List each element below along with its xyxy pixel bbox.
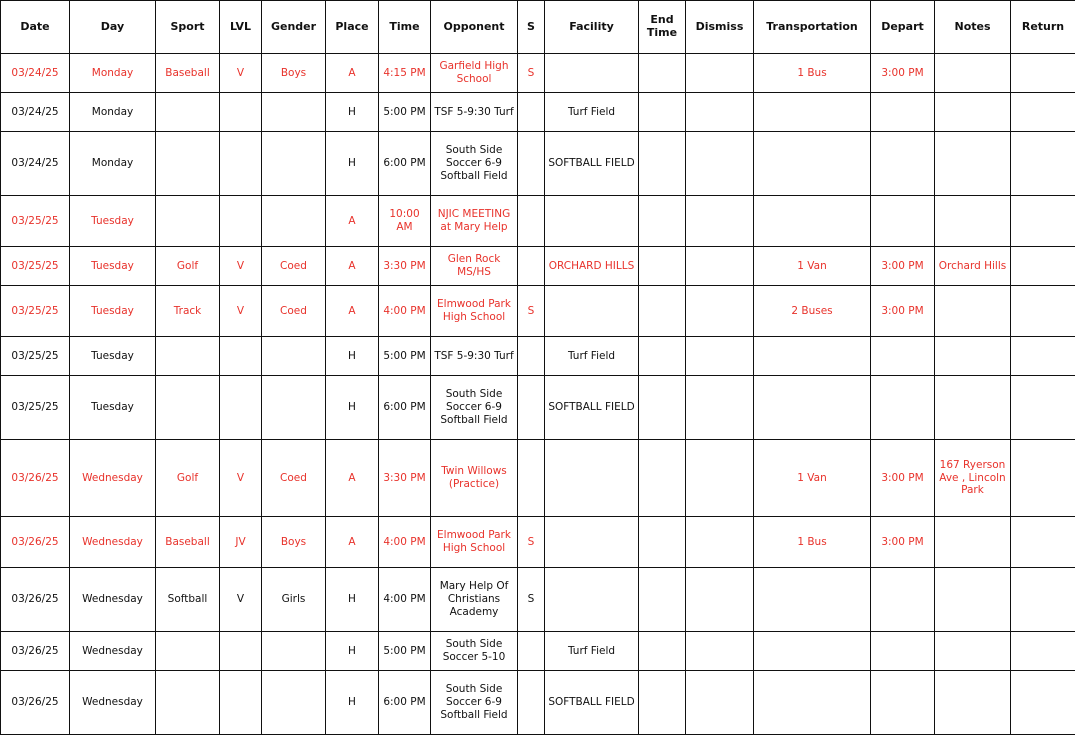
table-row bbox=[1, 286, 1075, 337]
col-opponent: Opponent bbox=[431, 1, 518, 54]
cell-time: 3:30 PM bbox=[379, 247, 431, 286]
cell-time: 4:00 PM bbox=[379, 568, 431, 632]
cell-return bbox=[1011, 632, 1075, 671]
cell-opponent: South Side Soccer 6-9 Softball Field bbox=[431, 132, 518, 196]
cell-transportation: 1 Bus bbox=[754, 54, 871, 93]
cell-s bbox=[518, 132, 545, 196]
table-row bbox=[1, 132, 1075, 196]
table-row bbox=[1, 337, 1075, 376]
cell-depart: 3:00 PM bbox=[871, 286, 935, 337]
cell-depart bbox=[871, 376, 935, 440]
col-time: Time bbox=[379, 1, 431, 54]
cell-dismiss bbox=[686, 337, 754, 376]
cell-place: A bbox=[326, 196, 379, 247]
cell-opponent: TSF 5-9:30 Turf bbox=[431, 337, 518, 376]
col-dismiss: Dismiss bbox=[686, 1, 754, 54]
cell-lvl bbox=[220, 93, 262, 132]
cell-notes bbox=[935, 54, 1011, 93]
cell-dismiss bbox=[686, 440, 754, 517]
cell-notes bbox=[935, 286, 1011, 337]
cell-opponent: South Side Soccer 6-9 Softball Field bbox=[431, 671, 518, 735]
cell-notes bbox=[935, 337, 1011, 376]
cell-time: 4:00 PM bbox=[379, 286, 431, 337]
cell-s bbox=[518, 671, 545, 735]
schedule-body bbox=[1, 54, 1075, 735]
cell-opponent: Twin Willows (Practice) bbox=[431, 440, 518, 517]
cell-transportation: 1 Van bbox=[754, 440, 871, 517]
cell-time: 10:00 AM bbox=[379, 196, 431, 247]
col-facility: Facility bbox=[545, 1, 639, 54]
cell-date: 03/25/25 bbox=[1, 376, 70, 440]
cell-day: Tuesday bbox=[70, 247, 156, 286]
cell-transportation: 1 Bus bbox=[754, 517, 871, 568]
cell-end-time bbox=[639, 132, 686, 196]
cell-end-time bbox=[639, 671, 686, 735]
cell-return bbox=[1011, 568, 1075, 632]
cell-return bbox=[1011, 247, 1075, 286]
cell-time: 6:00 PM bbox=[379, 132, 431, 196]
cell-day: Wednesday bbox=[70, 671, 156, 735]
cell-sport: Softball bbox=[156, 568, 220, 632]
col-transportation: Transportation bbox=[754, 1, 871, 54]
col-end-time: End Time bbox=[639, 1, 686, 54]
cell-opponent: South Side Soccer 6-9 Softball Field bbox=[431, 376, 518, 440]
cell-gender: Coed bbox=[262, 440, 326, 517]
cell-transportation bbox=[754, 132, 871, 196]
cell-place: A bbox=[326, 247, 379, 286]
cell-notes bbox=[935, 93, 1011, 132]
cell-time: 5:00 PM bbox=[379, 93, 431, 132]
cell-facility: Turf Field bbox=[545, 93, 639, 132]
cell-date: 03/25/25 bbox=[1, 196, 70, 247]
cell-day: Wednesday bbox=[70, 440, 156, 517]
cell-opponent: Garfield High School bbox=[431, 54, 518, 93]
cell-place: A bbox=[326, 54, 379, 93]
cell-s bbox=[518, 247, 545, 286]
cell-sport bbox=[156, 93, 220, 132]
cell-end-time bbox=[639, 568, 686, 632]
cell-gender: Boys bbox=[262, 54, 326, 93]
col-sport: Sport bbox=[156, 1, 220, 54]
cell-date: 03/26/25 bbox=[1, 440, 70, 517]
cell-sport bbox=[156, 196, 220, 247]
cell-facility: Turf Field bbox=[545, 632, 639, 671]
cell-place: H bbox=[326, 376, 379, 440]
cell-place: H bbox=[326, 568, 379, 632]
cell-gender bbox=[262, 93, 326, 132]
cell-notes bbox=[935, 632, 1011, 671]
cell-day: Tuesday bbox=[70, 376, 156, 440]
table-row bbox=[1, 247, 1075, 286]
cell-depart bbox=[871, 568, 935, 632]
cell-end-time bbox=[639, 517, 686, 568]
cell-depart bbox=[871, 196, 935, 247]
table-row bbox=[1, 196, 1075, 247]
col-return: Return bbox=[1011, 1, 1075, 54]
cell-gender bbox=[262, 337, 326, 376]
cell-opponent: TSF 5-9:30 Turf bbox=[431, 93, 518, 132]
cell-day: Tuesday bbox=[70, 196, 156, 247]
cell-sport bbox=[156, 337, 220, 376]
cell-date: 03/26/25 bbox=[1, 671, 70, 735]
cell-place: A bbox=[326, 517, 379, 568]
cell-day: Wednesday bbox=[70, 632, 156, 671]
cell-date: 03/26/25 bbox=[1, 517, 70, 568]
cell-transportation bbox=[754, 93, 871, 132]
cell-facility: SOFTBALL FIELD bbox=[545, 132, 639, 196]
col-day: Day bbox=[70, 1, 156, 54]
cell-gender bbox=[262, 132, 326, 196]
cell-sport bbox=[156, 376, 220, 440]
cell-depart bbox=[871, 337, 935, 376]
table-row bbox=[1, 376, 1075, 440]
cell-lvl: V bbox=[220, 568, 262, 632]
cell-transportation bbox=[754, 376, 871, 440]
cell-sport bbox=[156, 671, 220, 735]
cell-lvl: V bbox=[220, 54, 262, 93]
cell-transportation bbox=[754, 632, 871, 671]
cell-facility bbox=[545, 196, 639, 247]
cell-day: Wednesday bbox=[70, 568, 156, 632]
cell-facility: SOFTBALL FIELD bbox=[545, 376, 639, 440]
cell-lvl bbox=[220, 376, 262, 440]
cell-depart: 3:00 PM bbox=[871, 54, 935, 93]
col-lvl: LVL bbox=[220, 1, 262, 54]
cell-return bbox=[1011, 93, 1075, 132]
cell-opponent: Elmwood Park High School bbox=[431, 517, 518, 568]
cell-place: A bbox=[326, 286, 379, 337]
cell-depart: 3:00 PM bbox=[871, 517, 935, 568]
cell-end-time bbox=[639, 337, 686, 376]
cell-depart: 3:00 PM bbox=[871, 440, 935, 517]
cell-lvl bbox=[220, 337, 262, 376]
cell-dismiss bbox=[686, 517, 754, 568]
cell-return bbox=[1011, 337, 1075, 376]
cell-time: 5:00 PM bbox=[379, 337, 431, 376]
cell-dismiss bbox=[686, 376, 754, 440]
cell-end-time bbox=[639, 632, 686, 671]
cell-dismiss bbox=[686, 247, 754, 286]
cell-time: 4:00 PM bbox=[379, 517, 431, 568]
cell-sport bbox=[156, 632, 220, 671]
cell-return bbox=[1011, 376, 1075, 440]
cell-date: 03/24/25 bbox=[1, 132, 70, 196]
cell-sport: Golf bbox=[156, 440, 220, 517]
cell-transportation bbox=[754, 337, 871, 376]
cell-transportation: 1 Van bbox=[754, 247, 871, 286]
cell-dismiss bbox=[686, 632, 754, 671]
cell-day: Tuesday bbox=[70, 337, 156, 376]
col-s: S bbox=[518, 1, 545, 54]
cell-transportation bbox=[754, 196, 871, 247]
cell-time: 5:00 PM bbox=[379, 632, 431, 671]
cell-day: Wednesday bbox=[70, 517, 156, 568]
cell-sport bbox=[156, 132, 220, 196]
cell-facility bbox=[545, 568, 639, 632]
cell-gender bbox=[262, 196, 326, 247]
col-depart: Depart bbox=[871, 1, 935, 54]
cell-facility: ORCHARD HILLS bbox=[545, 247, 639, 286]
cell-dismiss bbox=[686, 54, 754, 93]
cell-facility bbox=[545, 286, 639, 337]
cell-lvl: V bbox=[220, 247, 262, 286]
cell-place: H bbox=[326, 337, 379, 376]
cell-depart bbox=[871, 632, 935, 671]
cell-sport: Baseball bbox=[156, 517, 220, 568]
cell-date: 03/24/25 bbox=[1, 93, 70, 132]
cell-dismiss bbox=[686, 286, 754, 337]
cell-return bbox=[1011, 286, 1075, 337]
cell-time: 3:30 PM bbox=[379, 440, 431, 517]
cell-depart: 3:00 PM bbox=[871, 247, 935, 286]
cell-place: H bbox=[326, 132, 379, 196]
cell-s bbox=[518, 337, 545, 376]
cell-gender bbox=[262, 632, 326, 671]
cell-date: 03/25/25 bbox=[1, 286, 70, 337]
cell-date: 03/25/25 bbox=[1, 337, 70, 376]
cell-end-time bbox=[639, 93, 686, 132]
col-date: Date bbox=[1, 1, 70, 54]
cell-place: H bbox=[326, 632, 379, 671]
cell-notes bbox=[935, 517, 1011, 568]
cell-depart bbox=[871, 93, 935, 132]
cell-lvl: V bbox=[220, 440, 262, 517]
cell-lvl bbox=[220, 671, 262, 735]
cell-opponent: South Side Soccer 5-10 bbox=[431, 632, 518, 671]
cell-return bbox=[1011, 671, 1075, 735]
cell-gender: Coed bbox=[262, 247, 326, 286]
cell-time: 6:00 PM bbox=[379, 671, 431, 735]
cell-facility: SOFTBALL FIELD bbox=[545, 671, 639, 735]
cell-transportation: 2 Buses bbox=[754, 286, 871, 337]
cell-opponent: NJIC MEETING at Mary Help bbox=[431, 196, 518, 247]
cell-s: S bbox=[518, 568, 545, 632]
col-notes: Notes bbox=[935, 1, 1011, 54]
table-row bbox=[1, 517, 1075, 568]
cell-end-time bbox=[639, 247, 686, 286]
cell-s: S bbox=[518, 54, 545, 93]
cell-gender bbox=[262, 376, 326, 440]
cell-dismiss bbox=[686, 196, 754, 247]
cell-lvl bbox=[220, 632, 262, 671]
cell-notes bbox=[935, 196, 1011, 247]
cell-return bbox=[1011, 196, 1075, 247]
cell-sport: Baseball bbox=[156, 54, 220, 93]
table-row bbox=[1, 632, 1075, 671]
cell-gender bbox=[262, 671, 326, 735]
cell-sport: Golf bbox=[156, 247, 220, 286]
cell-day: Tuesday bbox=[70, 286, 156, 337]
cell-end-time bbox=[639, 196, 686, 247]
cell-facility bbox=[545, 54, 639, 93]
cell-facility bbox=[545, 440, 639, 517]
header-row bbox=[1, 1, 1075, 54]
cell-day: Monday bbox=[70, 93, 156, 132]
cell-end-time bbox=[639, 440, 686, 517]
cell-notes bbox=[935, 376, 1011, 440]
cell-notes: 167 Ryerson Ave , Lincoln Park bbox=[935, 440, 1011, 517]
cell-return bbox=[1011, 440, 1075, 517]
cell-notes bbox=[935, 671, 1011, 735]
table-row bbox=[1, 671, 1075, 735]
cell-gender: Coed bbox=[262, 286, 326, 337]
cell-s bbox=[518, 440, 545, 517]
cell-end-time bbox=[639, 286, 686, 337]
cell-day: Monday bbox=[70, 54, 156, 93]
cell-gender: Boys bbox=[262, 517, 326, 568]
cell-place: H bbox=[326, 93, 379, 132]
col-gender: Gender bbox=[262, 1, 326, 54]
cell-return bbox=[1011, 54, 1075, 93]
table-row bbox=[1, 93, 1075, 132]
cell-sport: Track bbox=[156, 286, 220, 337]
cell-lvl: V bbox=[220, 286, 262, 337]
cell-return bbox=[1011, 132, 1075, 196]
table-row bbox=[1, 568, 1075, 632]
cell-notes bbox=[935, 132, 1011, 196]
cell-day: Monday bbox=[70, 132, 156, 196]
cell-dismiss bbox=[686, 132, 754, 196]
cell-dismiss bbox=[686, 568, 754, 632]
cell-notes: Orchard Hills bbox=[935, 247, 1011, 286]
cell-dismiss bbox=[686, 671, 754, 735]
cell-transportation bbox=[754, 671, 871, 735]
table-row bbox=[1, 440, 1075, 517]
cell-date: 03/24/25 bbox=[1, 54, 70, 93]
cell-s: S bbox=[518, 517, 545, 568]
cell-place: H bbox=[326, 671, 379, 735]
cell-opponent: Glen Rock MS/HS bbox=[431, 247, 518, 286]
cell-s bbox=[518, 196, 545, 247]
cell-lvl: JV bbox=[220, 517, 262, 568]
cell-lvl bbox=[220, 132, 262, 196]
cell-end-time bbox=[639, 376, 686, 440]
col-place: Place bbox=[326, 1, 379, 54]
cell-date: 03/26/25 bbox=[1, 632, 70, 671]
cell-s bbox=[518, 632, 545, 671]
table-row bbox=[1, 54, 1075, 93]
cell-notes bbox=[935, 568, 1011, 632]
cell-gender: Girls bbox=[262, 568, 326, 632]
cell-facility bbox=[545, 517, 639, 568]
cell-facility: Turf Field bbox=[545, 337, 639, 376]
cell-lvl bbox=[220, 196, 262, 247]
cell-time: 4:15 PM bbox=[379, 54, 431, 93]
cell-time: 6:00 PM bbox=[379, 376, 431, 440]
cell-depart bbox=[871, 132, 935, 196]
cell-return bbox=[1011, 517, 1075, 568]
cell-place: A bbox=[326, 440, 379, 517]
cell-opponent: Mary Help Of Christians Academy bbox=[431, 568, 518, 632]
cell-s: S bbox=[518, 286, 545, 337]
cell-s bbox=[518, 376, 545, 440]
cell-opponent: Elmwood Park High School bbox=[431, 286, 518, 337]
cell-dismiss bbox=[686, 93, 754, 132]
cell-date: 03/26/25 bbox=[1, 568, 70, 632]
cell-transportation bbox=[754, 568, 871, 632]
cell-end-time bbox=[639, 54, 686, 93]
cell-date: 03/25/25 bbox=[1, 247, 70, 286]
cell-depart bbox=[871, 671, 935, 735]
cell-s bbox=[518, 93, 545, 132]
